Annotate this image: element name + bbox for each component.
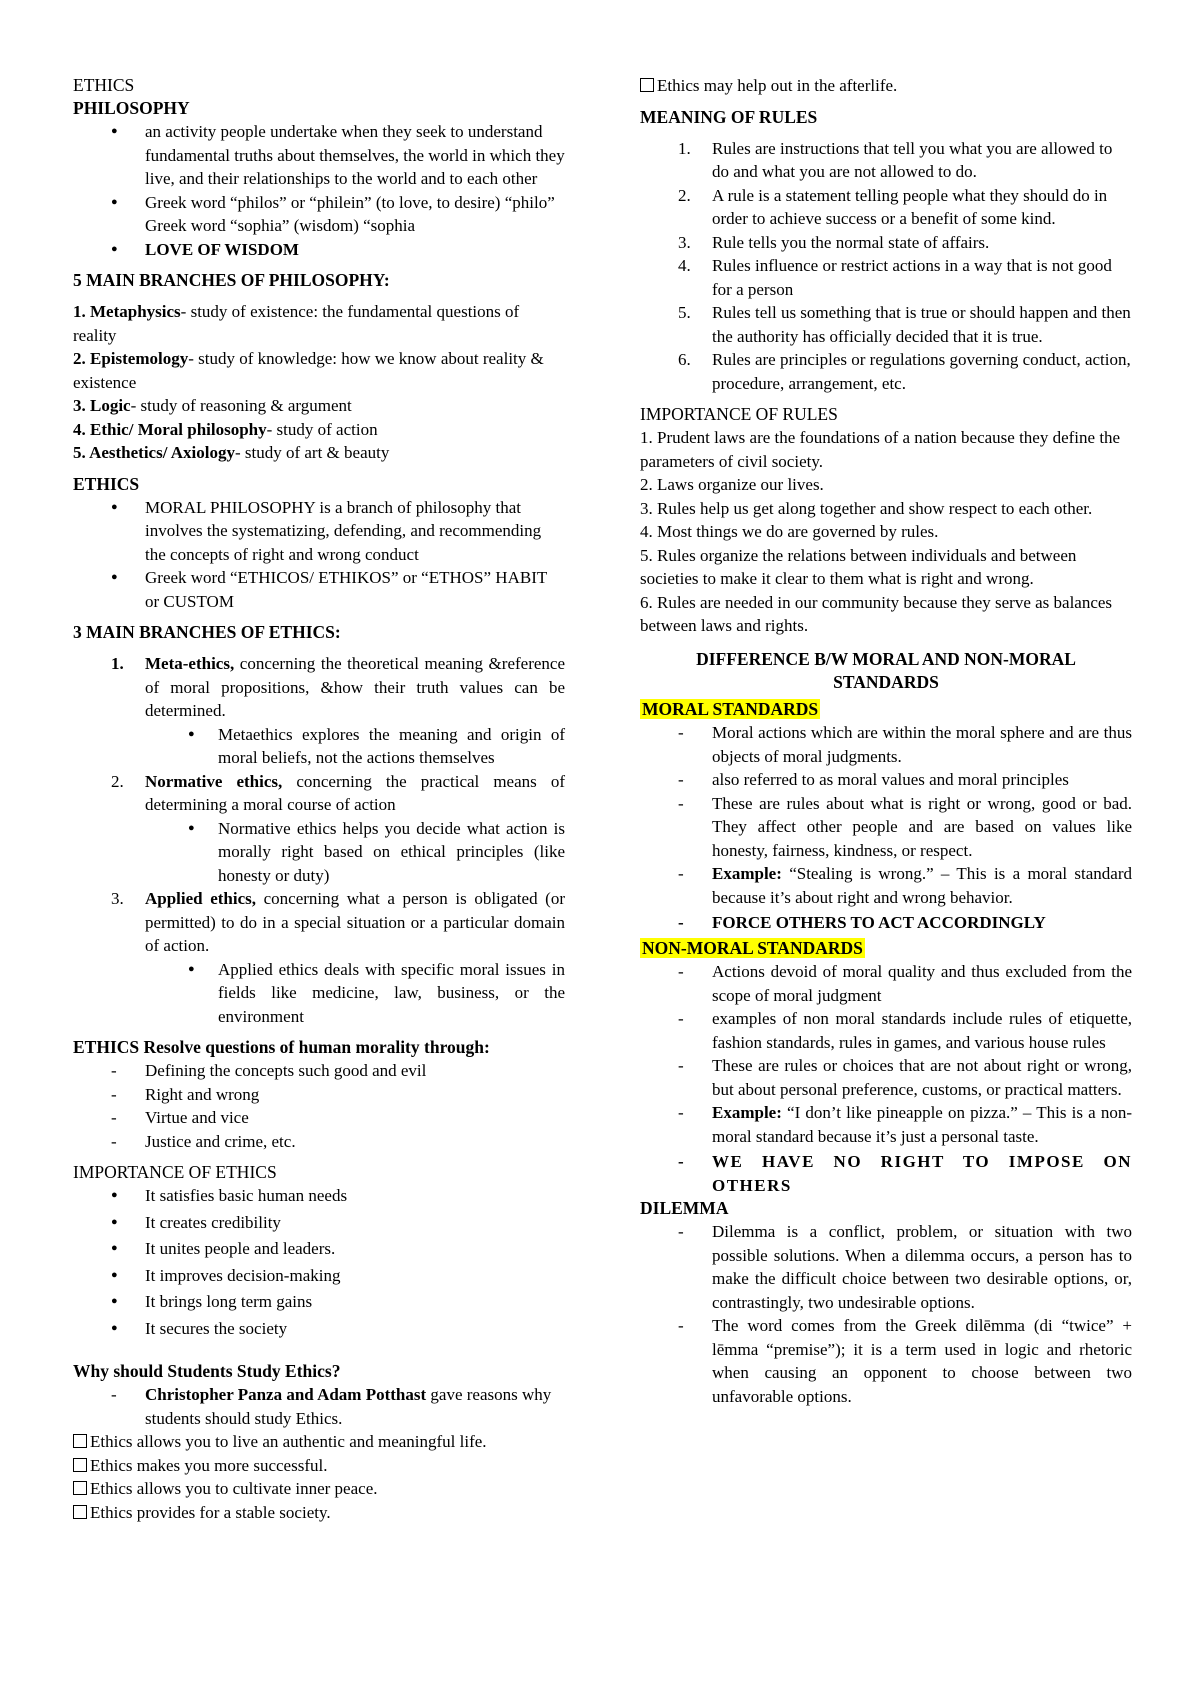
document-title: ETHICS bbox=[73, 75, 135, 95]
list-item: 5. Rules tell us something that is true or should happen and then the authority has officially decided that it is true. bbox=[678, 303, 1131, 346]
non-moral-standards-list bbox=[640, 960, 1132, 1197]
branches-list bbox=[73, 300, 565, 465]
list-item: 4. Rules influence or restrict actions in a way that is not good for a person bbox=[678, 256, 1112, 299]
list-item: 5. Rules organize the relations between individuals and between societies to make it clear to them what is right and wrong. bbox=[640, 545, 1077, 588]
list-item: 4. Ethic/ Moral philosophy- study of action bbox=[73, 419, 378, 439]
list-item: - FORCE OTHERS TO ACT ACCORDINGLY bbox=[640, 911, 1132, 935]
checkbox-icon bbox=[73, 1458, 87, 1472]
non-moral-standards-label: NON-MORAL STANDARDS bbox=[642, 937, 863, 958]
list-item: 1. Metaphysics- study of existence: the fundamental questions of reality bbox=[73, 302, 520, 345]
moral-standards-list bbox=[640, 721, 1132, 935]
list-item: 4. Most things we do are governed by rules. bbox=[640, 522, 939, 541]
importance-ethics-list bbox=[73, 1184, 565, 1340]
list-item: - Moral actions which are within the moral sphere and are thus objects of moral judgments. bbox=[640, 721, 1132, 768]
list-item: Ethics allows you to live an authentic and meaningful life. bbox=[73, 1430, 565, 1454]
difference-heading: DIFFERENCE B/W MORAL AND NON-MORAL STANDARDS bbox=[696, 648, 1076, 692]
list-item: - examples of non moral standards include rules of etiquette, fashion standards, rules in games, and various house rules bbox=[640, 1007, 1132, 1054]
checkbox-icon bbox=[640, 78, 654, 92]
list-item: - also referred to as moral values and moral principles bbox=[640, 768, 1132, 792]
ethics-branches-list bbox=[73, 652, 565, 723]
list-item: - Example: “Stealing is wrong.” – This is a moral standard because it’s about right and wrong behavior. bbox=[640, 862, 1132, 909]
list-item: - Dilemma is a conflict, problem, or situation with two possible solutions. When a dilemma occurs, a person has to make the difficult choice between two desirable options, or, contrastingly, two undesirable options. bbox=[640, 1220, 1132, 1314]
list-item: Ethics allows you to cultivate inner peace. bbox=[73, 1477, 565, 1501]
branches-heading: 5 MAIN BRANCHES OF PHILOSOPHY: bbox=[73, 270, 390, 290]
list-item: ● Normative ethics helps you decide what action is morally right based on ethical principles (like honesty or duty) bbox=[73, 817, 565, 888]
list-item: ● LOVE OF WISDOM bbox=[73, 238, 565, 262]
list-item: 3. Rules help us get along together and show respect to each other. bbox=[640, 498, 1093, 518]
list-item: 1. Prudent laws are the foundations of a nation because they define the parameters of civil society. bbox=[640, 428, 1121, 471]
list-item: - These are rules or choices that are not about right or wrong, but about personal preference, customs, or practical matters. bbox=[640, 1054, 1132, 1101]
resolve-list bbox=[73, 1059, 565, 1153]
list-item: ● It brings long term gains bbox=[73, 1290, 565, 1314]
list-item: 2. Laws organize our lives. bbox=[640, 475, 824, 494]
list-item: 5. Aesthetics/ Axiology- study of art & beauty bbox=[73, 443, 390, 462]
ethics-heading: ETHICS bbox=[73, 473, 140, 494]
ethics-branches-heading: 3 MAIN BRANCHES OF ETHICS: bbox=[73, 622, 341, 642]
list-item: ● an activity people undertake when they seek to understand fundamental truths about themselves, the world in which they live, and their relationships to the world and to each other bbox=[73, 120, 565, 191]
list-item: 6. Rules are principles or regulations governing conduct, action, procedure, arrangement, etc. bbox=[678, 350, 1131, 393]
resolve-heading: ETHICS Resolve questions of human morality through: bbox=[73, 1037, 490, 1057]
list-item: 2. A rule is a statement telling people what they should do in order to achieve success or a benefit of some kind. bbox=[678, 185, 1108, 228]
list-item: ● It unites people and leaders. bbox=[73, 1237, 565, 1261]
list-item: - WE HAVE NO RIGHT TO IMPOSE ON OTHERS bbox=[640, 1150, 1132, 1197]
list-item: 3. Applied ethics, concerning what a person is obligated (or permitted) to do in a special situation or a particular domain of action. bbox=[111, 889, 565, 955]
list-item: - These are rules about what is right or wrong, good or bad. They affect other people and are based on values like honesty, fairness, kindness, or respect. bbox=[640, 792, 1132, 863]
left-column bbox=[73, 74, 565, 1524]
list-item: - Christopher Panza and Adam Potthast gave reasons why students should study Ethics. bbox=[73, 1383, 565, 1430]
checkbox-icon bbox=[73, 1481, 87, 1495]
philosophy-heading: PHILOSOPHY bbox=[73, 98, 190, 118]
list-item: ● It satisfies basic human needs bbox=[73, 1184, 565, 1208]
list-item: - Defining the concepts such good and evil bbox=[73, 1059, 565, 1083]
list-item: ● It creates credibility bbox=[73, 1211, 565, 1235]
checkbox-icon bbox=[73, 1505, 87, 1519]
list-item: 6. Rules are needed in our community because they serve as balances between laws and rights. bbox=[640, 592, 1113, 635]
checkbox-icon bbox=[73, 1434, 87, 1448]
list-item: - Actions devoid of moral quality and thus excluded from the scope of moral judgment bbox=[640, 960, 1132, 1007]
list-item: 3. Logic- study of reasoning & argument bbox=[73, 396, 352, 415]
list-item: Ethics may help out in the afterlife. bbox=[640, 74, 1132, 98]
moral-standards-label: MORAL STANDARDS bbox=[642, 698, 819, 719]
dilemma-heading: DILEMMA bbox=[640, 1198, 729, 1218]
list-item: ● It secures the society bbox=[73, 1317, 565, 1341]
list-item: - Virtue and vice bbox=[73, 1106, 565, 1130]
meaning-rules-heading: MEANING OF RULES bbox=[640, 106, 818, 127]
list-item: ● Metaethics explores the meaning and origin of moral beliefs, not the actions themselves bbox=[73, 723, 565, 770]
list-item: ● MORAL PHILOSOPHY is a branch of philosophy that involves the systematizing, defending, and recommending the concepts of right and wrong conduct bbox=[73, 496, 565, 567]
list-item: ● Applied ethics deals with specific moral issues in fields like medicine, law, business, or the environment bbox=[73, 958, 565, 1029]
list-item: 1. Meta-ethics, concerning the theoretical meaning &reference of moral propositions, &how their truth values can be determined. bbox=[111, 654, 565, 720]
list-item: 3. Rule tells you the normal state of affairs. bbox=[678, 232, 990, 252]
list-item: - The word comes from the Greek dilēmma (di “twice” + lēmma “premise”); it is a term used in logic and rhetoric when causing an opponent to choose between two unfavorable options. bbox=[640, 1314, 1132, 1408]
list-item: 2. Epistemology- study of knowledge: how we know about reality & existence bbox=[73, 349, 544, 392]
list-item: - Right and wrong bbox=[73, 1083, 565, 1107]
importance-rules-list bbox=[640, 426, 1132, 638]
list-item: 2. Normative ethics, concerning the practical means of determining a moral course of action bbox=[111, 771, 565, 814]
dilemma-list bbox=[640, 1220, 1132, 1408]
ethics-list bbox=[73, 496, 565, 614]
meaning-rules-list bbox=[640, 137, 1132, 396]
list-item: ● Greek word “philos” or “philein” (to love, to desire) “philo” Greek word “sophia” (wisdom) “sophia bbox=[73, 191, 565, 238]
list-item: ● Greek word “ETHICOS/ ETHIKOS” or “ETHOS” HABIT or CUSTOM bbox=[73, 566, 565, 613]
list-item: ● It improves decision-making bbox=[73, 1264, 565, 1288]
importance-ethics-heading: IMPORTANCE OF ETHICS bbox=[73, 1162, 277, 1182]
list-item: Ethics provides for a stable society. bbox=[73, 1501, 565, 1525]
right-column bbox=[640, 74, 1132, 1408]
list-item: - Justice and crime, etc. bbox=[73, 1130, 565, 1154]
list-item: - Example: “I don’t like pineapple on pizza.” – This is a non-moral standard because it’s just a personal taste. bbox=[640, 1101, 1132, 1148]
why-study-heading: Why should Students Study Ethics? bbox=[73, 1361, 341, 1381]
reasons-list bbox=[73, 1430, 565, 1524]
importance-rules-heading: IMPORTANCE OF RULES bbox=[640, 404, 838, 424]
list-item: 1. Rules are instructions that tell you what you are allowed to do and what you are not allowed to do. bbox=[678, 138, 1113, 181]
philosophy-list bbox=[73, 120, 565, 261]
list-item: Ethics makes you more successful. bbox=[73, 1454, 565, 1478]
